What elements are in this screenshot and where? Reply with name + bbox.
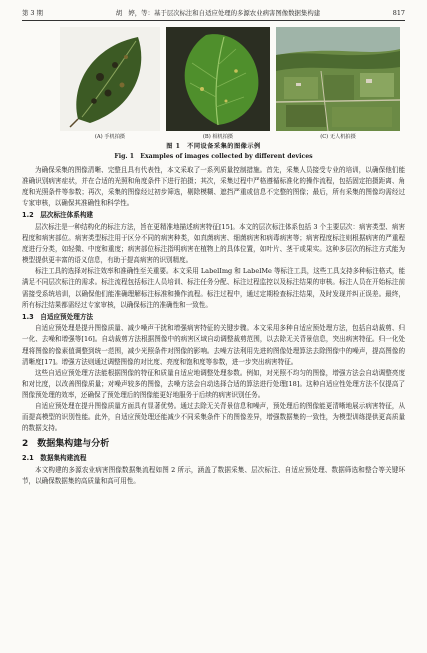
- panel-c-label: (C) 无人机拍摄: [320, 134, 356, 140]
- issue-number: 第 3 期: [22, 9, 43, 17]
- section-heading-2-1: 2.1 数据集构建流程: [22, 454, 87, 463]
- panel-a-image: [60, 27, 160, 131]
- panel-c-image: [276, 27, 400, 131]
- section-heading-1-3: 1.3 自适应预处理方法: [22, 312, 94, 321]
- header-rule: [22, 20, 405, 21]
- paragraph-hierarchical-labeling: 层次标注是一种结构化的标注方法，旨在更精准地描述病害特征[15]。本文的层次标注体系包括 3 个主要层次：病害类型、病害程度和病害部位。病害类型标注用于区分不同的病害种类，如真菌病害、细菌病害和病毒病害等；病害程度标注则根据病害的严重程度进行分类，如轻微、中度和重度；病害部位标注指明病害在植物上的具体位置，如叶片、茎干或果实。这种多层次的标注方式能为模型提供更丰富的语义信息，有助于提高病害的识别精度。: [22, 222, 405, 265]
- figure-caption-en: Fig. 1 Examples of images collected by different devices: [114, 153, 313, 160]
- leaf-spots-photo-icon: [60, 27, 160, 131]
- panel-a-label: (A) 手机拍摄: [94, 134, 126, 140]
- paragraph-preprocessing-advantages: 自适应预处理在提升图像质量方面具有显著优势。通过去除无关背景信息和噪声，预处理后的图像能更清晰地展示病害特征，从而提高模型的识别性能。此外，自适应预处理还能减少不同采集条件下的图像差异，增强数据集的一致性，为模型训练提供更高质量的数据支持。: [22, 401, 405, 433]
- panel-b-label: (B) 相机拍摄: [202, 134, 234, 140]
- paragraph-adaptive-parameters: 这些自适应预处理方法能根据图像的特征和质量自适应地调整处理参数。例如，对光照不均匀的图像，增强方法会自动调整亮度和对比度，以改善图像质量；对噪声较多的图像，去噪方法会自动选择合适的算法进行处理[18]。这种自适应性处理方法不仅提高了图像预处理的效率，还确保了预处理后的图像能更好地服务于后续的病害识别任务。: [22, 368, 405, 399]
- section-heading-2: 2 数据集构建与分析: [22, 439, 110, 450]
- page-number: 817: [392, 9, 405, 17]
- running-title: 胡 婷，等：基于层次标注和自适应处理的多源农业病害图像数据集构建: [115, 9, 321, 17]
- green-leaf-photo-icon: [166, 27, 270, 131]
- figure-caption-zh: 图 1 不同设备采集的图像示例: [166, 143, 261, 150]
- article-body: [22, 165, 405, 487]
- paragraph-dataset-pipeline: 本文构建的多源农业病害图像数据集流程如图 2 所示，涵盖了数据采集、层次标注、自适应预处理、数据筛选和整合等关键环节，以确保数据集的高质量和高可用性。: [22, 465, 405, 485]
- figure-1: [22, 27, 405, 139]
- aerial-field-photo-icon: [276, 27, 400, 131]
- paragraph-adaptive-preprocessing: 自适应预处理是提升图像质量、减少噪声干扰和增强病害特征的关键步骤。本文采用多种自适应预处理方法，包括自动裁剪、归一化、去噪和增强等[16]。自动裁剪方法根据图像中的病害区域自动调整裁剪范围，以去除无关背景信息，突出病害特征。归一化处理将图像的像素值调整到统一范围，减少光照条件对图像的影响。去噪方法利用先进的图像处理算法去除图像中的噪声，提高图像的清晰度[17]。增强方法则通过调整图像的对比度、亮度和饱和度等参数，进一步突出病害特征。: [22, 324, 405, 366]
- journal-page: [22, 8, 405, 487]
- paragraph-quality-control: 为确保采集的图像清晰、完整且具有代表性，本文采取了一系列质量控制措施。首先，采集人员接受专业的培训，以确保他们能准确识别病害症状，并在合适的光照和角度条件下进行拍摄；其次，采集过程中严格遵循标准化的操作流程，包括固定拍摄距离、角度和光照条件等参数；再次，采集的图像经过初步筛选，剔除模糊、遮挡严重或信息不完整的图像；最后，所有采集的图像均需经过专家审核，以确保其准确性和科学性。: [22, 166, 405, 208]
- panel-b-image: [166, 27, 270, 131]
- running-header: [22, 8, 405, 19]
- paragraph-labeling-tools: 标注工具的选择对标注效率和准确性至关重要。本文采用 LabelImg 和 LabelMe 等标注工具，这些工具支持多种标注格式，能满足不同层次标注的需求。标注流程包括标注人员培训、标注任务分配、标注过程监控以及标注结果的审核。标注人员在开始标注前需接受系统培训，以确保他们能准确理解标注标准和操作流程。标注过程中，通过定期检查标注结果，及时发现并纠正误差。最终，所有标注结果都需经过专家审核，以确保标注的准确性和一致性。: [22, 267, 405, 309]
- section-heading-1-2: 1.2 层次标注体系构建: [22, 211, 94, 220]
